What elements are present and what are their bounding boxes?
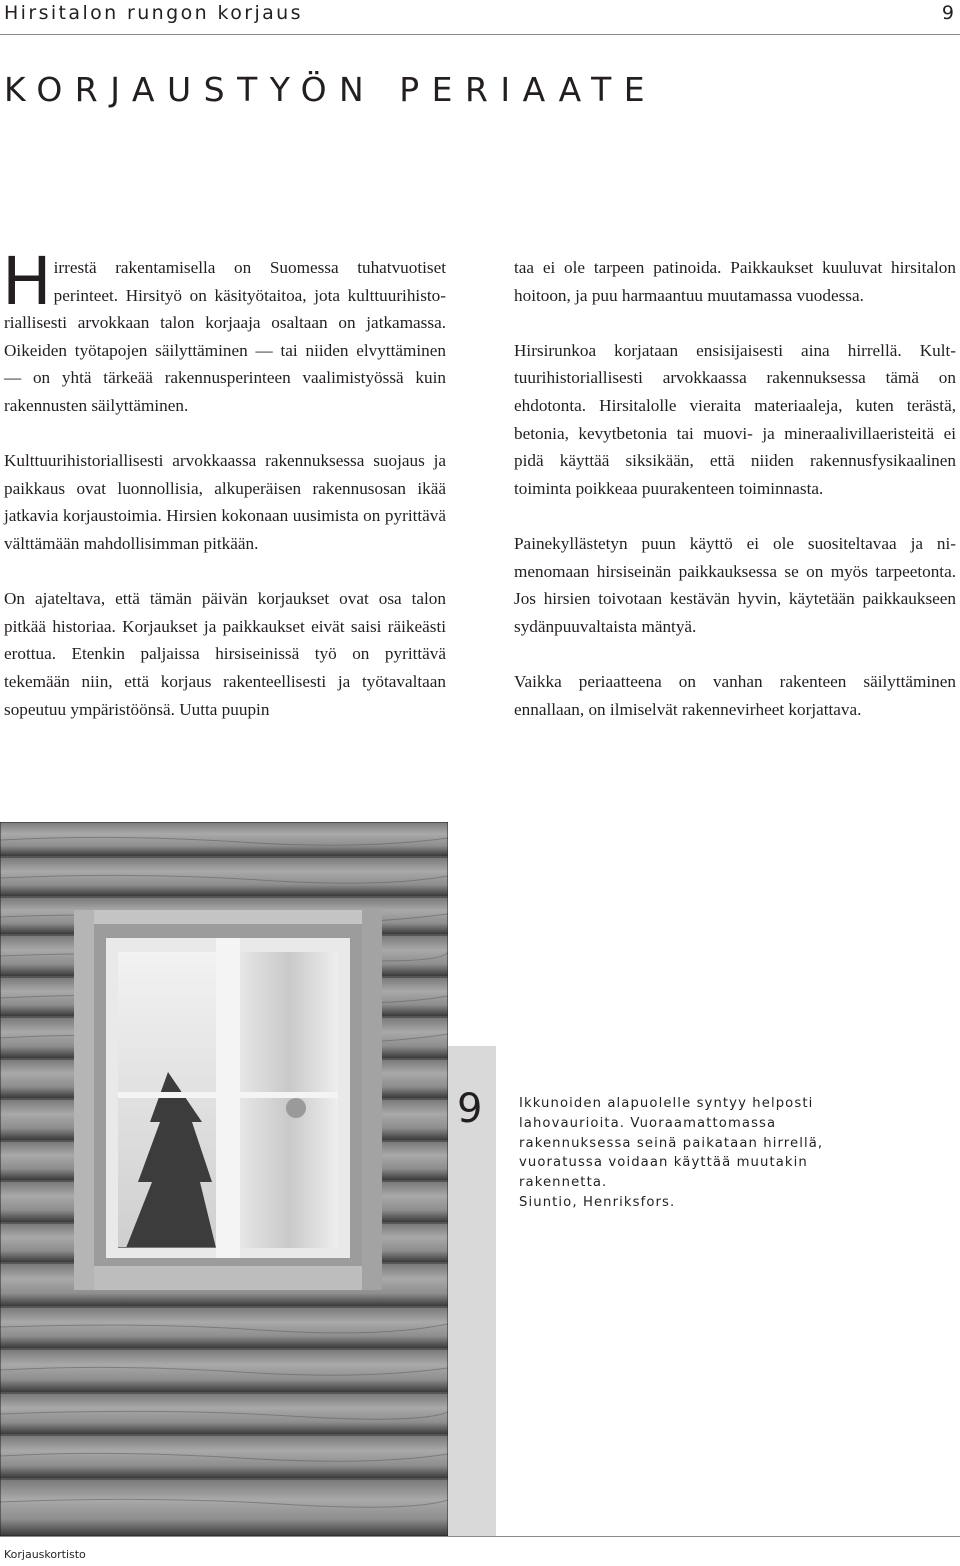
body-column-right [514,254,956,723]
figure-caption [519,1094,849,1213]
caption-line: Siuntio, Henriksfors. [519,1194,676,1210]
caption-line: rakennuksessa seinä paikataan hirrellä, [519,1135,824,1151]
header-rule [0,34,960,35]
caption-line: vuoratussa voidaan käyttää muutakin [519,1155,808,1171]
caption-line: rakennetta. [519,1175,608,1191]
caption-line: Ikkunoiden alapuolelle syntyy helposti [519,1096,814,1111]
paragraph-intro-text: irrestä rakentamisella on Suomessa tuhatvuotiset perinteet. Hirsityö on käsityötaitoa, jota kulttuurihistoriallisesti arvokkaan talon korjaaja osaltaan on jatkamassa. Oikeiden työtapojen säilyttäminen — tai niiden elvyttäminen — on yhtä tärkeää rakennusperinteen vaalimistyössä kuin rakennusten säilyttäminen. [4,258,446,415]
paragraph: On ajateltava, että tämän päivän korjaukset ovat osa talon pitkää historiaa. Korjaukset ja paikkaukset eivät saisi räikeästi erottua. Etenkin paljaissa hirsiseinissä työ on pyrittävä tekemään niin, että korjaus rakenteellisesti ja työtavaltaan sopeutuu ympäristöönsä. Uutta puupin [4,589,446,719]
running-head: Hirsitalon rungon korjaus [4,2,303,24]
caption-line: lahovaurioita. Vuoraamattomassa [519,1115,777,1131]
window-sash [106,938,350,1258]
paragraph-intro [2,243,446,420]
paragraph: Hirsirunkoa korjataan ensisijaisesti aina hirrellä. Kulttuurihistoriallisesti arvokkaassa rakennuksessa tämä on ehdotonta. Hirsitalolle vieraita materiaaleja, kuten terästä, betonia, kevytbetonia tai muovi- ja mineraalivillaeristeitä ei pidä käyttää siksikään, että niiden rakennusfysikaalinen toiminta poikkeaa puurakenteen toiminnasta. [514,340,956,498]
paragraph: Painekyllästetyn puun käyttö ei ole suositeltavaa ja nimenomaan hirsiseinän paikkauksessa se on myös tarpeetonta. Jos hirsien toivotaan kestävän hyvin, käytetään paikkaukseen sydänpuuvaltaista mäntyä. [514,533,956,636]
log-wall-window-photo [0,822,448,1536]
page-number: 9 [941,2,954,24]
body-column-left [2,243,446,723]
footer-series: Korjauskortisto [4,1548,86,1561]
paragraph: Vaikka periaatteena on vanhan rakenteen säilyttäminen ennallaan, on ilmiselvät rakennevirheet korjattava. [514,671,956,719]
dropcap: H [2,243,52,320]
chapter-title: KORJAUSTYÖN PERIAATE [4,70,658,109]
paragraph: taa ei ole tarpeen patinoida. Paikkaukset kuuluvat hirsitalon hoitoon, ja puu harmaantuu muutamassa vuodessa. [514,258,956,305]
figure-number: 9 [457,1086,483,1132]
paragraph: Kulttuurihistoriallisesti arvokkaassa rakennuksessa suojaus ja paikkaus ovat luonnollisia, alkuperäisen rakennusosan ikää jatkavia korjaustoimia. Hirsien kokonaan uusimista on pyrittävä välttämään mahdollisimman pitkään. [4,451,446,553]
footer-rule [0,1536,960,1537]
